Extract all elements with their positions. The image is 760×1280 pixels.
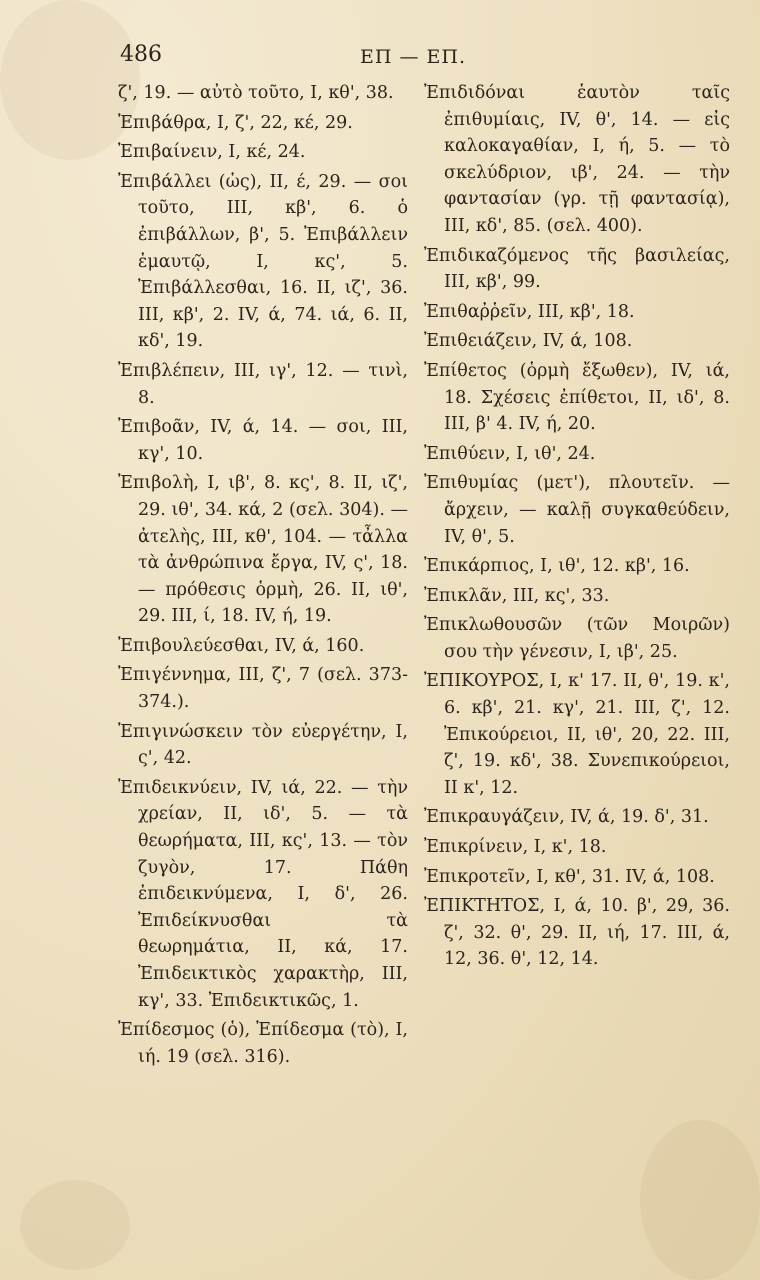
index-entry: Ἐπιθαῤῥεῖν, III, κβ', 18.: [424, 301, 635, 322]
index-entry: Ἐπίδεσμος (ὁ), Ἐπίδεσμα (τὸ), I, ιή. 19 (σελ. 316).: [118, 1020, 408, 1067]
index-entry: Ἐπιβάλλει (ὡς), II, έ, 29. — σοι τοῦτο, III, κβ', 6. ὁ ἐπιβάλλων, β', 5. Ἐπιβάλλειν ἐμαυτῷ, I, κς', 5. Ἐπιβάλλεσθαι, 16. II, ιζ', 36. III, κβ', 2. IV, ά, 74. ιά, 6. II, κδ', 19.: [118, 171, 408, 352]
index-entry: Ἐπιβάθρα, I, ζ', 22, κέ, 29.: [118, 112, 353, 133]
index-entry: Ἐπιθύειν, I, ιθ', 24.: [424, 443, 596, 464]
index-entry: Ἐπικραυγάζειν, IV, ά, 19. δ', 31.: [424, 807, 709, 828]
index-column-left: [118, 80, 408, 1073]
index-entry: Ἐπιγέννημα, III, ζ', 7 (σελ. 373-374.).: [118, 665, 408, 713]
index-entry: Ἐπιβουλεύεσθαι, IV, ά, 160.: [118, 635, 365, 656]
index-entry: ἘΠΙΚΟΥΡΟΣ, I, κ' 17. II, θ', 19. κ', 6. κβ', 21. κγ', 21. III, ζ', 12. Ἐπικούρειοι, II, ιθ', 20, 22. III, ζ', 19. κδ', 38. Συνεπικούρειοι, II κ', 12.: [424, 671, 730, 798]
page-number: 486: [120, 42, 162, 67]
index-entry: Ἐπιβοᾶν, IV, ά, 14. — σοι, III, κγ', 10.: [118, 417, 408, 464]
index-entry: Ἐπιβαίνειν, I, κέ, 24.: [118, 142, 306, 163]
index-entry: Ἐπικλωθουσῶν (τῶν Μοιρῶν) σου τὴν γένεσιν, I, ιβ', 25.: [424, 615, 730, 662]
index-entry: Ἐπιδικαζόμενος τῆς βασιλείας, III, κβ', 99.: [424, 245, 730, 293]
index-entry: Ἐπιβολὴ, I, ιβ', 8. κς', 8. II, ιζ', 29. ιθ', 34. κά, 2 (σελ. 304). — ἀτελὴς, III, κθ', 104. — τἆλλα τὰ ἀνθρώπινα ἔργα, IV, ς', 18. — πρόθεσις ὁρμὴ, 26. II, ιθ', 29. III, ί, 18. IV, ή, 19.: [118, 473, 408, 627]
index-entry: Ἐπιδιδόναι ἑαυτὸν ταῖς ἐπιθυμίαις, IV, θ', 14. — εἰς καλοκαγαθίαν, I, ή, 5. — τὸ σκελύδριον, ιβ', 24. — τὴν φαντασίαν (γρ. τῇ φαντασίᾳ), III, κδ', 85. (σελ. 400).: [424, 83, 730, 236]
index-entry: Ἐπίθετος (ὁρμὴ ἔξωθεν), IV, ιά, 18. Σχέσεις ἐπίθετοι, II, ιδ', 8. III, β' 4. IV, ή, 20.: [424, 360, 730, 435]
index-entry: Ἐπικροτεῖν, I, κθ', 31. IV, ά, 108.: [424, 866, 715, 887]
index-entry: ζ', 19. — αὐτὸ τοῦτο, I, κθ', 38.: [118, 83, 394, 103]
index-entry: ἘΠΙΚΤΗΤΟΣ, I, ά, 10. β', 29, 36. ζ', 32. θ', 29. II, ιή, 17. III, ά, 12, 36. θ', 12, 14.: [424, 896, 730, 970]
index-entry: Ἐπιθυμίας (μετ'), πλουτεῖν. — ἄρχειν, — καλῇ συγκαθεύδειν, IV, θ', 5.: [424, 473, 730, 547]
index-entry: Ἐπιβλέπειν, III, ιγ', 12. — τινὶ, 8.: [118, 360, 408, 408]
running-head: ΕΠ — ΕΠ.: [360, 46, 466, 68]
index-entry: Ἐπιγινώσκειν τὸν εὐεργέτην, I, ς', 42.: [118, 721, 408, 769]
index-entry: Ἐπικρίνειν, I, κ', 18.: [424, 837, 607, 858]
index-entry: Ἐπικάρπιος, I, ιθ', 12. κβ', 16.: [424, 556, 690, 577]
index-entry: Ἐπικλᾶν, III, κς', 33.: [424, 585, 610, 606]
index-entry: Ἐπιδεικνύειν, IV, ιά, 22. — τὴν χρείαν, II, ιδ', 5. — τὰ θεωρήματα, III, κς', 13. — τὸν ζυγὸν, 17. Πάθη ἐπιδεικνύμενα, I, δ', 26. Ἐπιδείκνυσθαι τὰ θεωρημάτια, II, κά, 17. Ἐπιδεικτικὸς χαρακτὴρ, III, κγ', 33. Ἐπιδεικτικῶς, 1.: [118, 777, 408, 1011]
index-entry: Ἐπιθειάζειν, IV, ά, 108.: [424, 331, 633, 352]
index-column-right: [424, 80, 730, 976]
